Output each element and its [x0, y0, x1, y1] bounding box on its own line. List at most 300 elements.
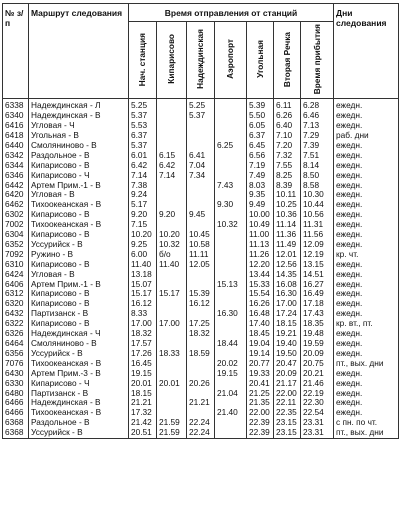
time-cell: 22.30	[301, 398, 334, 408]
time-cell: 15.39	[187, 289, 215, 299]
route-cell: Угловая - Ч	[29, 121, 129, 131]
time-cell: 5.39	[247, 99, 274, 111]
route-cell: Тихоокеанская - В	[29, 408, 129, 418]
time-cell	[157, 99, 187, 111]
route-cell: Уссурийск - В	[29, 240, 129, 250]
days-cell: ежедн.	[334, 289, 399, 299]
table-row	[3, 250, 399, 260]
table-row	[3, 190, 399, 200]
days-cell: ежедн.	[334, 389, 399, 399]
time-cell: 9.20	[157, 210, 187, 220]
train-number: 6420	[3, 190, 29, 200]
time-cell	[215, 379, 247, 389]
time-cell: 19.59	[301, 339, 334, 349]
days-cell: ежедн.	[334, 141, 399, 151]
train-number: 6480	[3, 389, 29, 399]
station-header-label: Угольная	[254, 40, 265, 79]
train-number: 6352	[3, 240, 29, 250]
time-cell	[215, 230, 247, 240]
train-number: 6442	[3, 181, 29, 191]
time-cell: 18.45	[247, 329, 274, 339]
train-number: 6464	[3, 339, 29, 349]
time-cell: 10.45	[187, 230, 215, 240]
station-header	[274, 22, 301, 99]
time-cell: 5.37	[129, 141, 157, 151]
route-cell: Угловая - В	[29, 190, 129, 200]
time-cell: 14.51	[301, 270, 334, 280]
days-cell: ежедн.	[334, 329, 399, 339]
time-cell: 17.57	[129, 339, 157, 349]
time-cell	[215, 121, 247, 131]
table-row	[3, 299, 399, 309]
time-cell: 20.41	[247, 379, 274, 389]
days-cell: ежедн.	[334, 398, 399, 408]
time-cell	[215, 99, 247, 111]
time-cell: 10.56	[301, 210, 334, 220]
route-cell: Кипарисово - В	[29, 319, 129, 329]
time-cell	[215, 428, 247, 438]
days-cell: ежедн.	[334, 339, 399, 349]
time-cell	[157, 339, 187, 349]
schedule-body	[3, 99, 399, 439]
time-cell: 20.09	[301, 349, 334, 359]
time-cell	[157, 141, 187, 151]
days-cell: ежедн.	[334, 230, 399, 240]
time-cell: 12.01	[274, 250, 301, 260]
route-cell: Надеждинская - Л	[29, 99, 129, 111]
train-number: 6340	[3, 111, 29, 121]
time-cell: 20.09	[274, 369, 301, 379]
train-number: 6418	[3, 131, 29, 141]
time-cell: 6.25	[215, 141, 247, 151]
time-cell	[187, 121, 215, 131]
train-number: 6406	[3, 280, 29, 290]
time-cell: 11.36	[274, 230, 301, 240]
time-cell	[215, 398, 247, 408]
table-row	[3, 111, 399, 121]
time-cell: 21.59	[157, 418, 187, 428]
time-cell: 7.29	[301, 131, 334, 141]
route-cell: Партизанск - В	[29, 309, 129, 319]
time-cell: 23.31	[301, 428, 334, 438]
train-number: 6342	[3, 151, 29, 161]
table-row	[3, 141, 399, 151]
time-cell	[157, 111, 187, 121]
time-cell: 20.47	[274, 359, 301, 369]
days-cell: ежедн.	[334, 260, 399, 270]
time-cell: 15.07	[129, 280, 157, 290]
train-number: 6302	[3, 210, 29, 220]
station-header-label: Надеждинская	[195, 29, 206, 90]
route-cell: Артем Прим.-1 - В	[29, 181, 129, 191]
time-cell: 5.50	[247, 111, 274, 121]
time-cell: 11.26	[247, 250, 274, 260]
route-cell: Тихоокеанская - В	[29, 359, 129, 369]
train-number: 6312	[3, 289, 29, 299]
days-cell: ежедн.	[334, 111, 399, 121]
time-cell: 7.34	[187, 171, 215, 181]
days-cell: ежедн.	[334, 349, 399, 359]
time-cell: 21.25	[247, 389, 274, 399]
table-row	[3, 161, 399, 171]
time-cell: 17.40	[247, 319, 274, 329]
time-cell: 10.58	[187, 240, 215, 250]
table-row	[3, 349, 399, 359]
table-row	[3, 389, 399, 399]
time-cell: 19.15	[215, 369, 247, 379]
time-cell: 6.05	[247, 121, 274, 131]
time-cell: 10.49	[247, 220, 274, 230]
time-cell: 22.00	[274, 389, 301, 399]
table-row	[3, 339, 399, 349]
time-cell: 18.32	[129, 329, 157, 339]
time-cell	[157, 270, 187, 280]
time-cell: 12.09	[301, 240, 334, 250]
route-cell: Надеждинская - Ч	[29, 329, 129, 339]
time-cell: 19.15	[129, 369, 157, 379]
time-cell: 7.13	[301, 121, 334, 131]
time-cell: 8.14	[301, 161, 334, 171]
time-cell: 20.01	[157, 379, 187, 389]
time-cell: 6.26	[274, 111, 301, 121]
time-cell: 22.54	[301, 408, 334, 418]
days-cell: ежедн.	[334, 309, 399, 319]
time-cell: 22.19	[301, 389, 334, 399]
route-cell: Ружино - В	[29, 250, 129, 260]
time-cell: 16.48	[247, 309, 274, 319]
time-cell	[187, 190, 215, 200]
time-cell: 22.35	[274, 408, 301, 418]
time-cell: 15.17	[129, 289, 157, 299]
time-cell	[215, 289, 247, 299]
train-number: 6356	[3, 349, 29, 359]
time-cell	[215, 171, 247, 181]
time-cell: 11.56	[301, 230, 334, 240]
time-cell: 18.44	[215, 339, 247, 349]
route-cell: Кипарисово - Ч	[29, 379, 129, 389]
station-header-label: Время прибытия	[311, 24, 322, 95]
days-cell: ежедн.	[334, 99, 399, 111]
time-cell: 11.40	[129, 260, 157, 270]
time-cell: 11.13	[247, 240, 274, 250]
route-cell: Кипарисово - Ч	[29, 171, 129, 181]
time-cell: 17.25	[187, 319, 215, 329]
route-cell: Кипарисово - В	[29, 230, 129, 240]
train-number: 6430	[3, 369, 29, 379]
time-cell: 22.39	[247, 428, 274, 438]
time-cell: 9.30	[215, 200, 247, 210]
days-cell: ежедн.	[334, 220, 399, 230]
time-cell: 21.04	[215, 389, 247, 399]
time-cell	[187, 309, 215, 319]
time-cell: 16.12	[129, 299, 157, 309]
route-cell: Кипарисово - В	[29, 210, 129, 220]
table-row	[3, 369, 399, 379]
table-row	[3, 131, 399, 141]
time-cell: 7.49	[247, 171, 274, 181]
time-cell: 19.04	[247, 339, 274, 349]
time-cell: 23.15	[274, 418, 301, 428]
time-cell: 9.45	[187, 210, 215, 220]
train-number: 6346	[3, 171, 29, 181]
time-cell	[215, 299, 247, 309]
time-cell: 16.49	[301, 289, 334, 299]
time-cell	[215, 329, 247, 339]
time-cell: 11.11	[187, 250, 215, 260]
time-cell: 7.39	[301, 141, 334, 151]
days-cell: пт., вых. дни	[334, 428, 399, 438]
train-number: 6416	[3, 121, 29, 131]
table-row	[3, 379, 399, 389]
train-number: 6310	[3, 260, 29, 270]
station-header	[187, 22, 215, 99]
time-cell: 7.32	[274, 151, 301, 161]
time-cell	[187, 359, 215, 369]
train-number: 6330	[3, 379, 29, 389]
time-cell: 20.51	[129, 428, 157, 438]
time-cell	[187, 389, 215, 399]
route-header: Маршрут следования	[29, 4, 129, 99]
time-cell	[215, 131, 247, 141]
time-cell: 8.58	[301, 181, 334, 191]
train-number: 6440	[3, 141, 29, 151]
time-cell: 22.24	[187, 428, 215, 438]
time-cell: 22.11	[274, 398, 301, 408]
train-number: 7002	[3, 220, 29, 230]
train-number: 6424	[3, 270, 29, 280]
time-cell: 12.19	[301, 250, 334, 260]
time-cell: 17.24	[274, 309, 301, 319]
time-cell	[157, 280, 187, 290]
time-cell	[157, 200, 187, 210]
days-cell: ежедн.	[334, 299, 399, 309]
time-cell	[187, 280, 215, 290]
time-cell: 7.14	[129, 171, 157, 181]
time-cell: 11.49	[274, 240, 301, 250]
time-cell: 6.46	[301, 111, 334, 121]
time-cell	[157, 359, 187, 369]
time-cell: 21.21	[129, 398, 157, 408]
time-cell	[215, 111, 247, 121]
time-cell: 11.31	[301, 220, 334, 230]
time-cell	[187, 200, 215, 210]
time-cell	[187, 339, 215, 349]
time-cell: 6.00	[129, 250, 157, 260]
time-cell: 21.46	[301, 379, 334, 389]
time-cell: 22.39	[247, 418, 274, 428]
route-cell: Уссурийск - В	[29, 428, 129, 438]
time-cell: 20.26	[187, 379, 215, 389]
route-cell: Смоляниново - В	[29, 339, 129, 349]
time-cell: 22.24	[187, 418, 215, 428]
time-cell: 12.20	[247, 260, 274, 270]
time-cell: 16.12	[187, 299, 215, 309]
time-cell: 16.45	[129, 359, 157, 369]
time-cell: 5.25	[187, 99, 215, 111]
time-cell	[215, 161, 247, 171]
time-cell	[215, 250, 247, 260]
time-cell: 10.25	[274, 200, 301, 210]
time-cell: 18.32	[187, 329, 215, 339]
time-cell	[157, 309, 187, 319]
time-cell: 19.48	[301, 329, 334, 339]
num-header: № з/п	[3, 4, 29, 99]
time-cell: 6.40	[274, 121, 301, 131]
time-cell: 7.38	[129, 181, 157, 191]
train-number: 6466	[3, 408, 29, 418]
time-cell	[157, 389, 187, 399]
time-cell: 10.30	[301, 190, 334, 200]
train-number: 6304	[3, 230, 29, 240]
time-cell: 15.13	[215, 280, 247, 290]
times-group-header: Время отправления от станций	[129, 4, 334, 22]
time-cell: 22.00	[247, 408, 274, 418]
time-cell: б/о	[157, 250, 187, 260]
train-number: 6462	[3, 200, 29, 210]
time-cell: 21.17	[274, 379, 301, 389]
time-cell	[157, 181, 187, 191]
time-cell: 17.26	[129, 349, 157, 359]
route-cell: Артем Прим.-1 - В	[29, 280, 129, 290]
days-header: Дни следования	[334, 4, 399, 99]
table-row	[3, 408, 399, 418]
time-cell: 17.32	[129, 408, 157, 418]
table-row	[3, 200, 399, 210]
table-row	[3, 319, 399, 329]
time-cell	[157, 190, 187, 200]
time-cell: 7.14	[157, 171, 187, 181]
time-cell: 17.00	[157, 319, 187, 329]
table-row	[3, 329, 399, 339]
time-cell: 5.53	[129, 121, 157, 131]
time-cell: 9.25	[129, 240, 157, 250]
time-cell: 20.21	[301, 369, 334, 379]
time-cell: 21.59	[157, 428, 187, 438]
table-row	[3, 220, 399, 230]
time-cell: 12.56	[274, 260, 301, 270]
table-row	[3, 289, 399, 299]
route-cell: Угловая - В	[29, 270, 129, 280]
time-cell: 23.15	[274, 428, 301, 438]
time-cell	[215, 319, 247, 329]
time-cell: 14.35	[274, 270, 301, 280]
time-cell: 18.15	[274, 319, 301, 329]
time-cell: 17.43	[301, 309, 334, 319]
time-cell: 7.20	[274, 141, 301, 151]
time-cell: 17.18	[301, 299, 334, 309]
route-cell: Кипарисово - В	[29, 260, 129, 270]
time-cell: 16.26	[247, 299, 274, 309]
route-cell: Угольная - В	[29, 131, 129, 141]
time-cell	[187, 408, 215, 418]
days-cell: ежедн.	[334, 379, 399, 389]
station-header	[301, 22, 334, 99]
time-cell: 8.39	[274, 181, 301, 191]
time-cell	[187, 181, 215, 191]
time-cell: 21.21	[187, 398, 215, 408]
time-cell	[215, 210, 247, 220]
time-cell	[215, 418, 247, 428]
time-cell	[215, 240, 247, 250]
table-row	[3, 309, 399, 319]
time-cell: 15.17	[157, 289, 187, 299]
days-cell: раб. дни	[334, 131, 399, 141]
days-cell: ежедн.	[334, 151, 399, 161]
station-header-label: Нач. станция	[137, 32, 148, 86]
days-cell: ежедн.	[334, 270, 399, 280]
table-row	[3, 418, 399, 428]
time-cell: 9.49	[247, 200, 274, 210]
days-cell: с пн. по чт.	[334, 418, 399, 428]
days-cell: пт., вых. дни	[334, 359, 399, 369]
time-cell	[215, 349, 247, 359]
time-cell	[157, 369, 187, 379]
route-cell: Раздольное - В	[29, 418, 129, 428]
table-row	[3, 280, 399, 290]
route-cell: Артем Прим.-3 - В	[29, 369, 129, 379]
time-cell	[187, 369, 215, 379]
days-cell: ежедн.	[334, 190, 399, 200]
time-cell: 13.15	[301, 260, 334, 270]
table-row	[3, 121, 399, 131]
route-cell: Тихоокеанская - В	[29, 220, 129, 230]
time-cell: 16.30	[274, 289, 301, 299]
days-cell: кр. чт.	[334, 250, 399, 260]
time-cell: 10.11	[274, 190, 301, 200]
time-cell: 13.18	[129, 270, 157, 280]
time-cell: 11.40	[157, 260, 187, 270]
train-number: 6466	[3, 398, 29, 408]
time-cell: 6.15	[157, 151, 187, 161]
time-cell: 21.42	[129, 418, 157, 428]
time-cell: 9.24	[129, 190, 157, 200]
time-cell: 20.77	[247, 359, 274, 369]
station-header	[247, 22, 274, 99]
train-number: 6322	[3, 319, 29, 329]
time-cell	[157, 329, 187, 339]
time-cell: 5.37	[129, 111, 157, 121]
station-header-label: Кипарисово	[166, 34, 177, 84]
time-cell: 17.00	[129, 319, 157, 329]
train-number: 6432	[3, 309, 29, 319]
time-cell: 10.20	[129, 230, 157, 240]
time-cell	[187, 270, 215, 280]
time-cell: 20.02	[215, 359, 247, 369]
time-cell: 12.05	[187, 260, 215, 270]
time-cell: 16.08	[274, 280, 301, 290]
table-row	[3, 398, 399, 408]
time-cell: 10.00	[247, 210, 274, 220]
route-cell: Кипарисово - В	[29, 299, 129, 309]
time-cell: 20.01	[129, 379, 157, 389]
time-cell: 7.10	[274, 131, 301, 141]
station-header	[215, 22, 247, 99]
time-cell: 18.35	[301, 319, 334, 329]
time-cell	[157, 299, 187, 309]
route-cell: Кипарисово - В	[29, 161, 129, 171]
time-cell: 10.36	[274, 210, 301, 220]
time-cell: 7.19	[247, 161, 274, 171]
table-row	[3, 230, 399, 240]
time-cell: 19.33	[247, 369, 274, 379]
route-cell: Смоляниново - В	[29, 141, 129, 151]
time-cell	[157, 408, 187, 418]
schedule-table	[2, 3, 399, 439]
time-cell: 21.40	[215, 408, 247, 418]
table-row	[3, 260, 399, 270]
time-cell: 15.33	[247, 280, 274, 290]
time-cell: 8.50	[301, 171, 334, 181]
